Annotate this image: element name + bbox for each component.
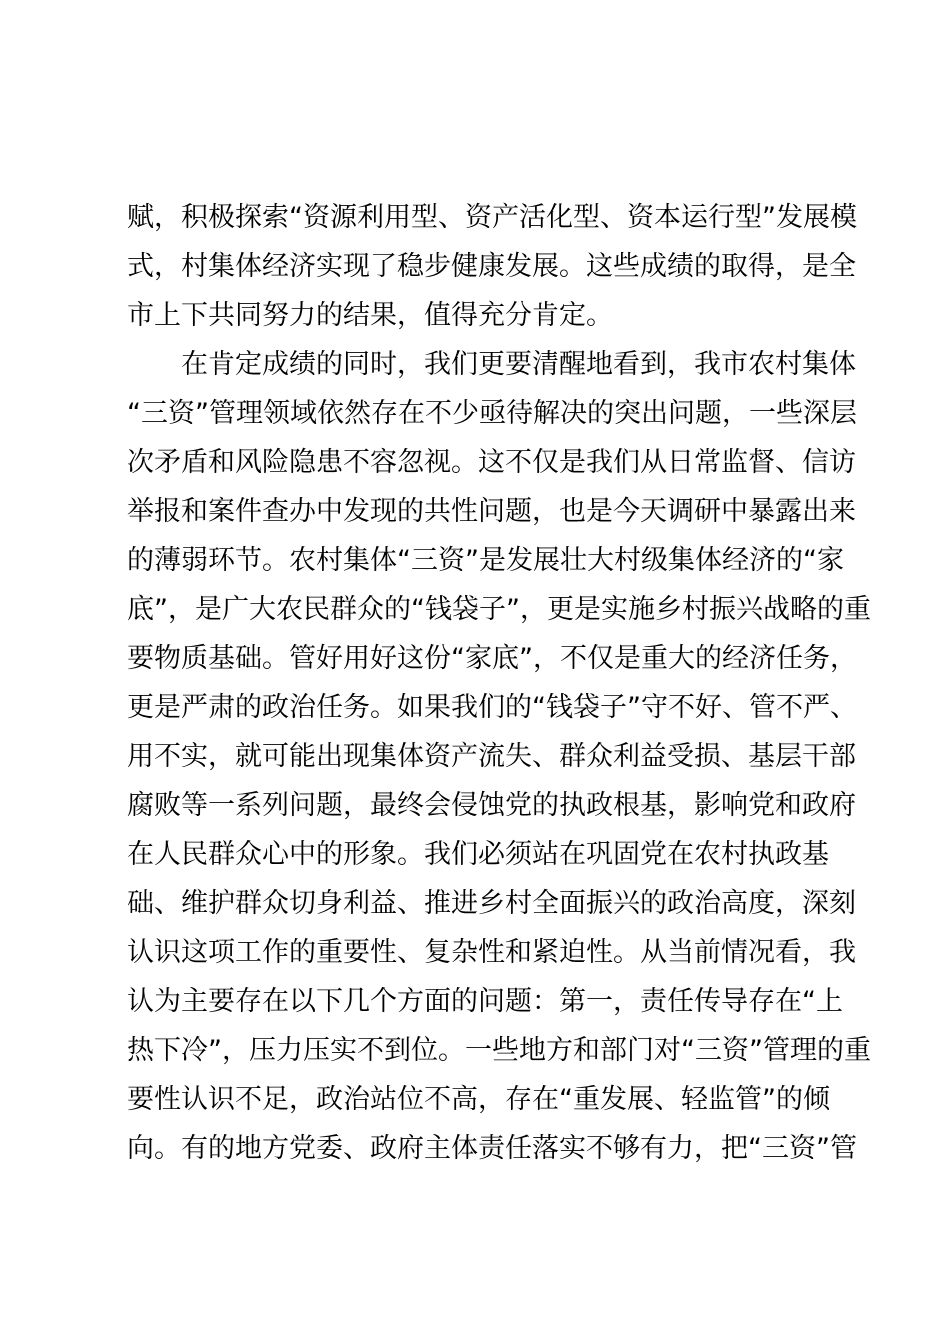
- paragraph-2-line-7: 要物质基础。管好用好这份“家底”，不仅是重大的经济任务，: [127, 643, 857, 674]
- paragraph-2-line-15: 热下冷”，压力压实不到位。一些地方和部门对“三资”管理的重: [127, 1035, 871, 1066]
- paragraph-2-line-5: 的薄弱环节。农村集体“三资”是发展壮大村级集体经济的“家: [127, 545, 844, 576]
- paragraph-2-line-11: 在人民群众心中的形象。我们必须站在巩固党在农村执政基: [127, 839, 829, 870]
- paragraph-2-line-4: 举报和案件查办中发现的共性问题，也是今天调研中暴露出来: [127, 496, 856, 527]
- paragraph-2-line-16: 要性认识不足，政治站位不高，存在“重发展、轻监管”的倾: [127, 1084, 830, 1115]
- paragraph-2-line-1: 在肯定成绩的同时，我们更要清醒地看到，我市农村集体: [127, 349, 856, 380]
- paragraph-2-line-14: 认为主要存在以下几个方面的问题：第一，责任传导存在“上: [127, 986, 843, 1017]
- paragraph-1-line-1: 赋，积极探索“资源利用型、资产活化型、资本运行型”发展模: [127, 202, 857, 233]
- body-text: [127, 193, 871, 1173]
- paragraph-2-line-3: 次矛盾和风险隐患不容忽视。这不仅是我们从日常监督、信访: [127, 447, 856, 478]
- paragraph-1-line-2: 式，村集体经济实现了稳步健康发展。这些成绩的取得，是全: [127, 251, 856, 282]
- paragraph-2-line-8: 更是严肃的政治任务。如果我们的“钱袋子”守不好、管不严、: [127, 692, 857, 723]
- paragraph-2-line-12: 础、维护群众切身利益、推进乡村全面振兴的政治高度，深刻: [127, 888, 856, 919]
- paragraph-2-line-2: “三资”管理领域依然存在不少亟待解决的突出问题，一些深层: [127, 398, 857, 429]
- paragraph-2-line-9: 用不实，就可能出现集体资产流失、群众利益受损、基层干部: [127, 741, 856, 772]
- paragraph-2-line-17: 向。有的地方党委、政府主体责任落实不够有力，把“三资”管: [127, 1133, 857, 1164]
- paragraph-2-line-10: 腐败等一系列问题，最终会侵蚀党的执政根基，影响党和政府: [127, 790, 856, 821]
- paragraph-2-line-6: 底”，是广大农民群众的“钱袋子”，更是实施乡村振兴战略的重: [127, 594, 871, 625]
- paragraph-2-line-13: 认识这项工作的重要性、复杂性和紧迫性。从当前情况看，我: [127, 937, 856, 968]
- paragraph-1-line-3: 市上下共同努力的结果，值得充分肯定。: [127, 300, 613, 331]
